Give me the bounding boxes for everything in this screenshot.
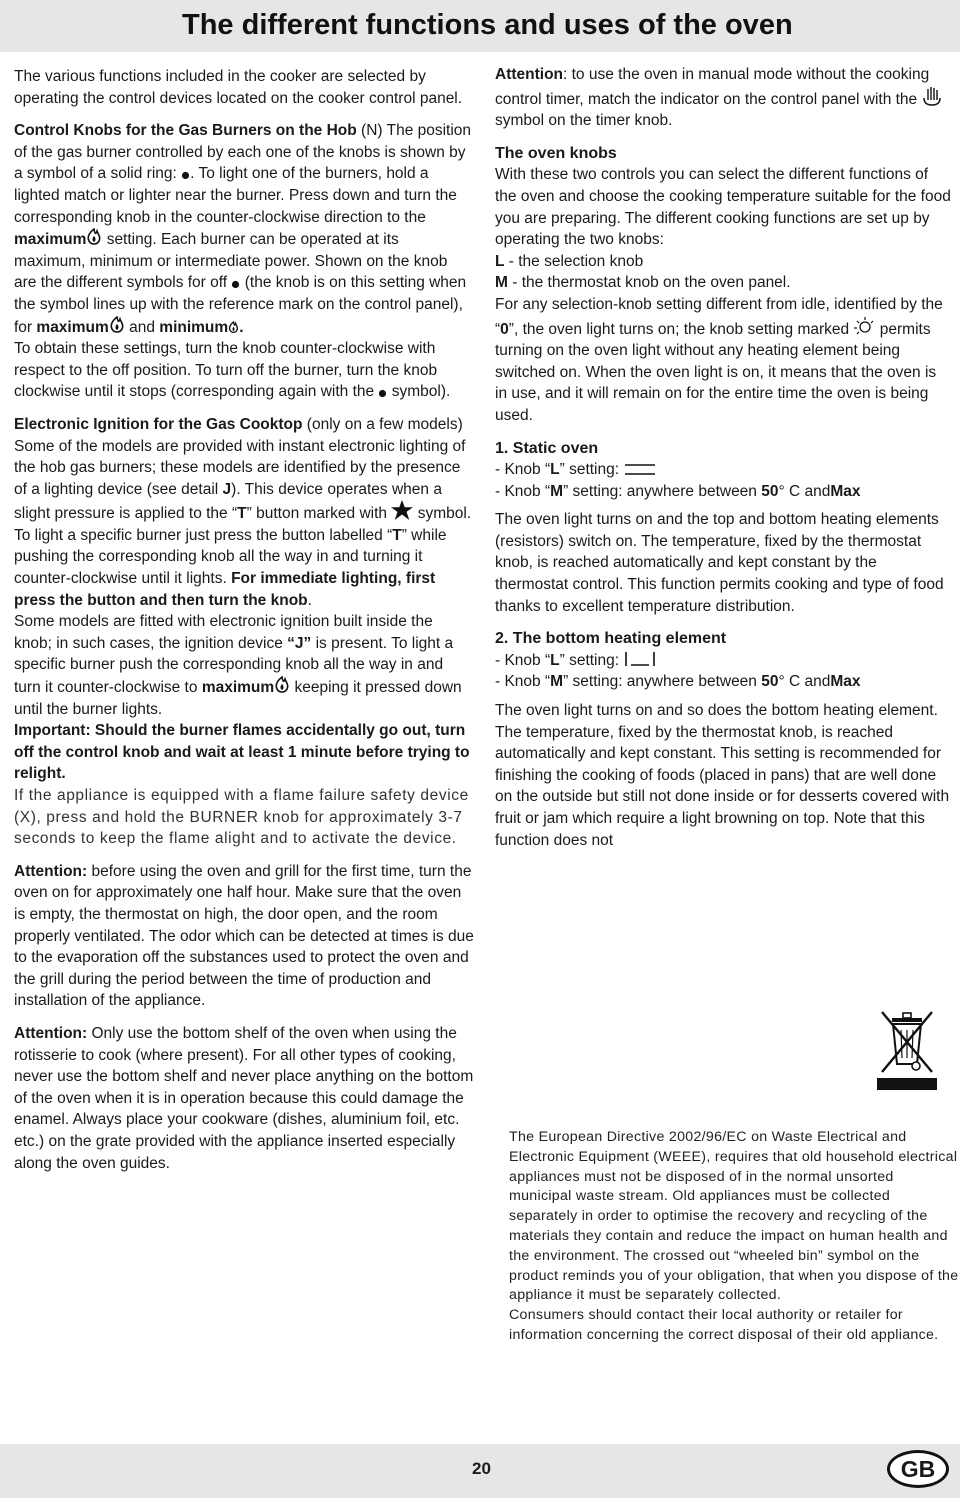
attention-first-use: Attention: before using the oven and grill for the first time, turn the oven on for approximately one half hour. Make sure that the oven is empty, the thermostat on high, the door open, and the room properly ventilated. The odor which can be detected at times is due to the evaporation off the substances used to protect the oven and the grill during the period between the time of production and installation of the appliance.	[14, 862, 474, 1010]
top-bottom-heating-icon	[623, 462, 657, 476]
bottom-heating-section: 2. The bottom heating element - Knob “L” setting: - Knob “M” setting: anywhere between 50° C andMax The oven light turns on and so does the bottom heating element. The temperature, fixed by the thermostat knob, is reached automatically and kept constant. This setting is recommended for finishing the cooking of foods (placed in pans) that are well done on the outside but still not done inside or for desserts covered with fruit or jam which require a light browning on top. Note that this function does not	[495, 630, 950, 849]
solid-ring-icon	[181, 171, 190, 180]
attention-manual-mode: Attention: to use the oven in manual mode without the cooking control timer, match the indicator on the control panel with the symbol on the timer knob.	[495, 64, 951, 132]
page-title: The different functions and uses of the oven	[182, 9, 793, 41]
directive-contact: Consumers should contact their local authority or retailer for information concerning the correct disposal of their old appliance.	[509, 1307, 939, 1343]
flame-failure-paragraph: If the appliance is equipped with a flame failure safety device (X), press and hold the BURNER knob for approximately 3-7 seconds to keep the flame alight and to activate the device.	[14, 787, 469, 848]
directive-paragraph: The European Directive 2002/96/EC on Waste Electrical and Electronic Equipment (WEEE), requires that old household electrical appliances must not be disposed of in the normal unsorted municipal waste stream. Old appliances must be collected separately in order to optimise the recovery and recycling of the materials they contain and reduce the impact on human health and the environment. The crossed out “wheeled bin” symbol on the product reminds you of your obligation, that when you dispose of the appliance it must be separately collected.	[509, 1129, 959, 1304]
oven-light-icon	[853, 316, 875, 336]
solid-ring-icon	[231, 280, 240, 289]
knobs-paragraph-2: To obtain these settings, turn the knob counter-clockwise with respect to the off position. To turn off the burner, turn the knob clockwise until it stops (corresponding again with the symbol).	[14, 340, 451, 401]
minimum-flame-icon	[228, 321, 239, 334]
solid-ring-icon	[378, 389, 387, 398]
ignition-paragraph: Electronic Ignition for the Gas Cooktop (only on a few models) Some of the models are provided with instant electronic lighting of the hob gas burners; these models are identified by the presence of a lighting device (see detail J). This device operates when a slight pressure is applied to the “T” button marked with symbol. To light a specific burner just press the button labelled “T” while pushing the corresponding knob all the way in and turning it counter-clockwise until it lights. For immediate lighting, first press the button and then turn the knob. Some models are fitted with electronic ignition built inside the knob; in such cases, the ignition device “J” is present. To light a specific burner push the corresponding knob all the way in and turn it counter-clockwise to maximum keeping it pressed down until the burner lights. Important: Should the burner flames accidentally go out, turn off the control knob and wait at least 1 minute before trying to relight.	[14, 415, 472, 783]
knobs-paragraph: Control Knobs for the Gas Burners on the Hob (N) The position of the gas burner controlled by each one of the knobs is shown by a symbol of a solid ring: . To light one of the burners, hold a lighted match or lighter near the burner. Press down and turn the corresponding knob in the counter-clockwise direction to the maximum setting. Each burner can be operated at its maximum, minimum or intermediate power. Shown on the knob are the different symbols for off (the knob is on this setting when the symbol lines up with the reference mark on the control panel), for maximum and minimum .	[14, 122, 472, 336]
bottom-heating-heading: 2. The bottom heating element	[495, 630, 727, 648]
oven-knobs-paragraph: The oven knobs With these two controls you can select the different functions of the oven and choose the cooking temperature suitable for the food you are preparing. The different cooking functions are set up by operating the two knobs: L - the selection knob M - the thermostat knob on the oven panel. For any selection-knob setting different from idle, identified by the “0”, the oven light turns on; the knob setting marked permits turning on the oven light without any heating element being switched on. When the oven light is on, it means that the oven is in use, and it will remain on for the entire time the oven is being used.	[495, 144, 951, 424]
language-badge: GB	[887, 1450, 949, 1488]
maximum-flame-icon	[109, 316, 125, 334]
crossed-bin-icon	[874, 1008, 940, 1092]
weee-directive	[509, 1128, 959, 1346]
ignition-heading: Electronic Ignition for the Gas Cooktop	[14, 415, 303, 433]
static-oven-section: 1. Static oven - Knob “L” setting: - Knob “M” setting: anywhere between 50° C andMax The oven light turns on and the top and bottom heating elements (resistors) switch on. The temperature, fixed by the thermostat knob, is reached automatically and kept constant by the thermostat control. This function permits cooking and type of food thanks to excellent temperature distribution.	[495, 439, 944, 615]
page-number: 20	[472, 1459, 491, 1478]
knobs-heading: Control Knobs for the Gas Burners on the Hob	[14, 122, 357, 140]
important-note: Important: Should the burner flames accidentally go out, turn off the control knob and wait at least 1 minute before trying to relight.	[14, 722, 470, 783]
right-column	[495, 64, 951, 851]
static-oven-heading: 1. Static oven	[495, 439, 599, 457]
manual-hand-icon	[921, 86, 943, 106]
star-icon	[391, 500, 413, 520]
intro-paragraph: The various functions included in the cooker are selected by operating the control devices located on the cooker control panel.	[14, 68, 463, 107]
maximum-flame-icon	[274, 676, 290, 694]
left-column	[14, 66, 474, 1174]
maximum-flame-icon	[86, 228, 102, 246]
bottom-heating-icon	[623, 651, 657, 667]
attention-bottom-shelf: Attention: Only use the bottom shelf of the oven when using the rotisserie to cook (where present). For all other types of cooking, never use the bottom shelf and never place anything on the bottom of the oven when it is in operation because this could damage the enamel. Always place your cookware (dishes, aluminium foil, etc. etc.) on the grate provided with the appliance inserted especially along the oven guides.	[14, 1024, 474, 1172]
oven-knobs-heading: The oven knobs	[495, 144, 617, 162]
